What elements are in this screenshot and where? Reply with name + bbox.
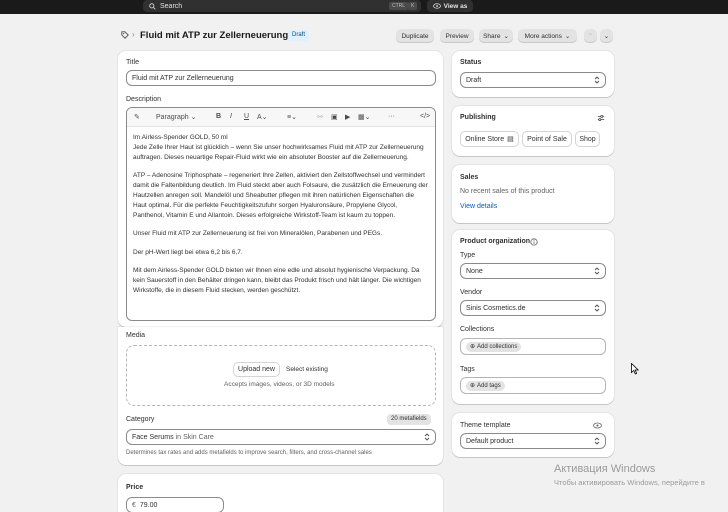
channel-shop[interactable]	[575, 131, 600, 147]
description-paragraph: Im Airless-Spender GOLD, 50 ml Jede Zelle Ihrer Haut ist glücklich – wenn Sie unser hochwirksames Fluid mit ATP zur Zellerneuerung auftragen. Dieses neuartige Repair-Fluid wirkt wie ein absoluter Booster auf die Zellerneuerung.	[133, 134, 424, 161]
title-input[interactable]	[126, 70, 436, 86]
add-tags-pill[interactable]	[466, 381, 505, 391]
settings-sliders-icon[interactable]	[597, 114, 605, 122]
view-as-label: View as	[443, 2, 468, 10]
select-chevron-icon	[594, 267, 600, 275]
underline-button[interactable]: U	[244, 113, 250, 120]
metafields-badge[interactable]: 20 metafields	[387, 414, 431, 425]
select-existing-link[interactable]: Select existing	[286, 366, 328, 373]
tag-icon[interactable]	[121, 31, 129, 39]
paragraph-label: Paragraph	[156, 114, 189, 121]
select-chevron-icon	[594, 437, 600, 445]
title-label: Title	[126, 59, 139, 66]
breadcrumb-separator: ›	[132, 30, 135, 39]
theme-template-label: Theme template	[460, 422, 511, 429]
publishing-label: Publishing	[460, 114, 496, 121]
product-organization-label: Product organization	[460, 238, 530, 245]
activation-watermark-title: Активация Windows	[554, 463, 656, 475]
vendor-select[interactable]	[460, 300, 606, 316]
media-hint: Accepts images, videos, or 3D models	[224, 381, 335, 388]
next-product-button[interactable]	[600, 29, 613, 43]
search-icon	[149, 3, 156, 10]
media-dropzone[interactable]	[126, 345, 436, 406]
more-actions-button[interactable]	[518, 29, 577, 43]
paragraph-dropdown[interactable]: Paragraph ⌄	[156, 114, 197, 121]
price-value: 79.00	[139, 501, 158, 509]
shortcut-ctrl: CTRL	[389, 2, 408, 10]
search-placeholder: Search	[160, 2, 183, 10]
search-bar[interactable]	[143, 0, 421, 12]
eye-icon	[433, 3, 441, 9]
status-badge: Draft	[288, 30, 309, 41]
table-icon[interactable]: ▦⌄	[358, 114, 371, 121]
vendor-value: Sinis Cosmetics.de	[466, 304, 526, 312]
duplicate-label: Duplicate	[401, 32, 429, 40]
collections-input[interactable]	[460, 338, 606, 355]
bold-button[interactable]: B	[216, 113, 222, 120]
select-chevron-icon	[594, 76, 600, 84]
chevron-down-icon: ⌄	[603, 33, 610, 40]
view-details-link[interactable]: View details	[460, 203, 498, 210]
chevron-down-icon: ⌄	[503, 33, 509, 40]
align-dropdown[interactable]: ≡⌄	[287, 114, 297, 121]
category-value: Face Serums	[132, 433, 174, 441]
channel-online-store[interactable]	[460, 131, 519, 147]
media-label: Media	[126, 332, 146, 339]
channel-label: Point of Sale	[527, 135, 567, 143]
description-paragraph: ATP – Adenosine Triphosphate – regeneriert Ihre Zellen, aktiviert den Zellstoffwechsel und vermindert damit die Faltenbildung deutlich. Im Fluid steckt aber auch Folsaure, die zusätzlich die Erneuerung der Hautzellen anregen soll. Mandelöl und Sheabutter pflegen mit ihren natürlichen Eigenschaften die Haut optimal. Für die perfekte Feuchtigkeitszufuhr sorgen Hyaluronsäure, Propylene Glycol, Panthenol, Vitamin E und Allantoin. Dieses erfolgreiche Wirkstoff-Team ist kaum zu toppen.	[133, 172, 428, 219]
share-button[interactable]	[479, 29, 513, 43]
chevron-up-icon: ⌃	[587, 33, 594, 40]
share-label: Share	[483, 32, 501, 40]
select-chevron-icon	[594, 304, 600, 312]
sales-text: No recent sales of this product	[460, 188, 555, 195]
preview-label: Preview	[445, 32, 469, 40]
vendor-label: Vendor	[460, 289, 483, 296]
description-label: Description	[126, 96, 162, 103]
tags-label: Tags	[460, 366, 475, 373]
calendar-icon: ▤	[507, 136, 514, 143]
link-icon[interactable]: ⚯	[317, 114, 323, 121]
add-collections-pill[interactable]	[466, 342, 521, 352]
shortcut-k: K	[408, 2, 417, 10]
type-select[interactable]	[460, 263, 606, 279]
ai-magic-icon[interactable]: ✎	[134, 114, 140, 121]
status-label: Status	[460, 59, 482, 66]
tags-input[interactable]	[460, 377, 606, 394]
chevron-down-icon: ⌄	[564, 33, 571, 40]
duplicate-button[interactable]	[396, 29, 434, 43]
status-select[interactable]	[460, 72, 606, 88]
description-content[interactable]	[127, 127, 435, 310]
previous-product-button[interactable]	[584, 29, 597, 43]
description-paragraph: Mit dem Airless-Spender GOLD bieten wir Ihnen eine edle und absolut hygienische Verpackung. Da kein Sauerstoff in den Behälter dringen kann, bleibt das Produkt frisch und hält länger. Die wichtigen Wirkstoffe, die in diesem Fluid stecken, werden geschützt.	[133, 267, 421, 294]
category-parent: Skin Care	[183, 433, 214, 441]
top-bar	[0, 0, 728, 14]
price-label: Price	[126, 484, 144, 491]
title-value: Fluid mit ATP zur Zellerneuerung	[132, 74, 234, 82]
status-value: Draft	[466, 76, 482, 84]
mouse-cursor-icon	[631, 363, 639, 375]
upload-new-button[interactable]	[233, 362, 280, 377]
eye-icon[interactable]	[593, 422, 602, 429]
video-icon[interactable]: ▶	[345, 114, 351, 121]
view-as-button[interactable]	[427, 0, 473, 12]
currency-symbol: €	[132, 501, 136, 509]
channel-point-of-sale[interactable]	[522, 131, 572, 147]
text-color-button[interactable]: A⌄	[257, 114, 268, 121]
more-formatting-button[interactable]: ···	[388, 113, 395, 120]
description-paragraph: Der pH-Wert liegt bei etwa 6,2 bis 6,7.	[133, 248, 243, 256]
image-icon[interactable]: ▣	[331, 114, 338, 121]
plus-circle-icon: ⊕	[470, 344, 476, 350]
preview-button[interactable]	[440, 29, 474, 43]
add-collections-label: Add collections	[477, 343, 518, 350]
type-value: None	[466, 267, 483, 275]
code-view-button[interactable]: </>	[420, 113, 431, 120]
collections-label: Collections	[460, 326, 495, 333]
page-title: Fluid mit ATP zur Zellerneuerung	[140, 30, 289, 41]
theme-template-value: Default product	[466, 437, 514, 445]
type-label: Type	[460, 252, 476, 259]
more-actions-label: More actions	[524, 32, 562, 40]
select-chevron-icon	[424, 433, 430, 441]
add-tags-label: Add tags	[477, 382, 501, 389]
category-label: Category	[126, 416, 155, 423]
plus-circle-icon: ⊕	[470, 383, 476, 389]
price-input[interactable]	[126, 497, 224, 512]
description-editor[interactable]	[126, 107, 436, 321]
text-color-label: A	[257, 114, 262, 121]
category-hint: Determines tax rates and adds metafields to improve search, filters, and cross-channel sales	[126, 450, 372, 456]
sales-label: Sales	[460, 174, 479, 181]
theme-template-select[interactable]	[460, 433, 606, 449]
description-paragraph: Unser Fluid mit ATP zur Zellerneuerung ist frei von Mineralölen, Parabenen und PEGs.	[133, 230, 383, 238]
channel-label: Online Store	[465, 135, 505, 143]
upload-new-label: Upload new	[238, 366, 275, 373]
italic-button[interactable]: I	[230, 113, 232, 120]
editor-toolbar	[127, 108, 435, 127]
channel-label: Shop	[579, 135, 596, 143]
category-in: in	[175, 433, 182, 441]
info-icon[interactable]	[530, 238, 538, 246]
activation-watermark-text: Чтобы активировать Windows, перейдите в	[554, 478, 705, 487]
category-select[interactable]	[126, 429, 436, 445]
